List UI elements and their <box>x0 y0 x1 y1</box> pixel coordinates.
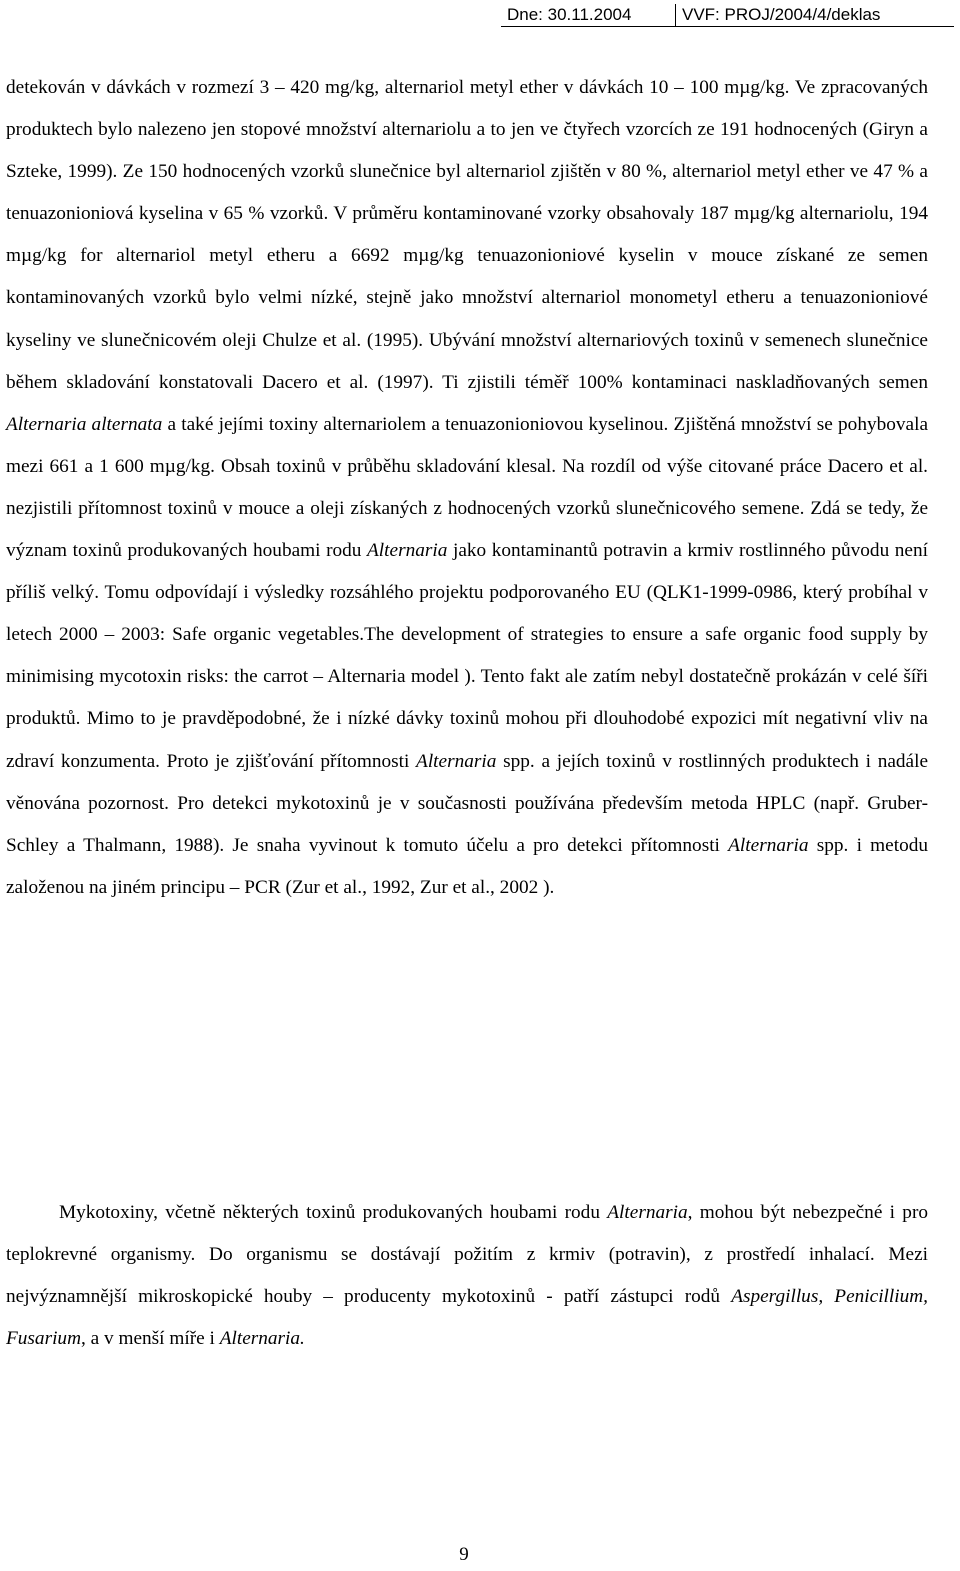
text-run: , a v menší míře i <box>81 1328 220 1350</box>
genus-name: Alternaria <box>416 750 497 772</box>
text-run: Mykotoxiny, včetně některých toxinů produkovaných houbami rodu <box>59 1202 608 1223</box>
header-reference: VVF: PROJ/2004/4/deklas <box>675 4 954 26</box>
paragraph-text <box>6 67 928 909</box>
genus-list: Aspergillus, Penicillium, Fusarium <box>6 1286 929 1350</box>
text-run: a také jejími toxiny alternariolem a tenuazonioniovou kyselinou. Zjištěná množství se pohybovala mezi 661 a 1 600 mµg/kg. Obsah toxinů v průběhu skladování klesal. Na rozdíl od výše citované práce Dacero et al. nezjistili přítomnost toxinů v mouce a oleji získaných z hodnocených vzorků slunečnicového semene. Zdá se tedy, že význam toxinů produkovaných houbami rodu <box>6 413 928 562</box>
text-run: spp. i metodu založenou na jiném principu – PCR (Zur et al., 1992, Zur et al., 2002 ). <box>6 834 928 898</box>
text-run: spp. a jejích toxinů v rostlinných produktech i nadále věnována pozornost. Pro detekci mykotoxinů je v současnosti používána především metoda HPLC (např. Gruber-Schley a Thalmann, 1988). Je snaha vyvinout k tomuto účelu a pro detekci přítomnosti <box>6 750 928 856</box>
genus-name: Alternaria. <box>219 1328 305 1350</box>
paragraph-text <box>6 1192 928 1360</box>
genus-name: Alternaria <box>607 1202 688 1223</box>
page-header <box>501 4 954 27</box>
text-run: jako kontaminantů potravin a krmiv rostlinného původu není příliš velký. Tomu odpovídají i výsledky rozsáhlého projektu podporovaného EU (QLK1-1999-0986, který probíhal v letech 2000 – 2003: Safe organic vegetables.The development of strategies to ensure a safe organic food supply by minimising mycotoxin risks: the carrot – Alternaria model ). Tento fakt ale zatím nebyl dostatečně prokázán v celé šíři produktů. Mimo to je pravděpodobné, že i nízké dávky toxinů mohou při dlouhodobé expozici mít negativní vliv na zdraví konzumenta. Proto je zjišťování přítomnosti <box>6 540 928 772</box>
body-paragraph-1 <box>6 67 928 909</box>
species-name: Alternaria alternata <box>6 413 163 435</box>
body-paragraph-2 <box>6 1192 928 1360</box>
genus-name: Alternaria <box>728 834 809 856</box>
page-number: 9 <box>459 1544 469 1565</box>
text-run: , mohou být nebezpečné i pro teplokrevné organismy. Do organismu se dostávají požitím z krmiv (potravin), z prostředí inhalací. Mezi nejvýznamnější mikroskopické houby – producenty mykotoxinů - patří zástupci rodů <box>6 1202 929 1308</box>
text-run: detekován v dávkách v rozmezí 3 – 420 mg/kg, alternariol metyl ether v dávkách 10 – 100 mµg/kg. Ve zpracovaných produktech bylo nalezeno jen stopové množství alternariolu a to jen ve čtyřech vzorcích ze 191 hodnocených (Giryn a Szteke, 1999). Ze 150 hodnocených vzorků slunečnice byl alternariol zjištěn v 80 %, alternariol metyl ether ve 47 % a tenuazonioniová kyselina v 65 % vzorků. V průměru kontaminované vzorky obsahovaly 187 mµg/kg alternariolu, 194 mµg/kg for alternariol metyl etheru a 6692 mµg/kg tenuazonioniové kyselin v mouce získané ze semen kontaminovaných vzorků bylo velmi nízké, stejně jako množství alternariol monometyl etheru a tenuazonioniové kyseliny ve slunečnicovém oleji Chulze et al. (1995). Ubývání množství alternariových toxinů v semenech slunečnice během skladování konstatovali Dacero et al. (1997). Ti zjistili téměř 100% kontaminaci naskladňovaných semen <box>6 77 928 393</box>
genus-name: Alternaria <box>367 540 448 562</box>
header-date: Dne: 30.11.2004 <box>507 5 632 24</box>
